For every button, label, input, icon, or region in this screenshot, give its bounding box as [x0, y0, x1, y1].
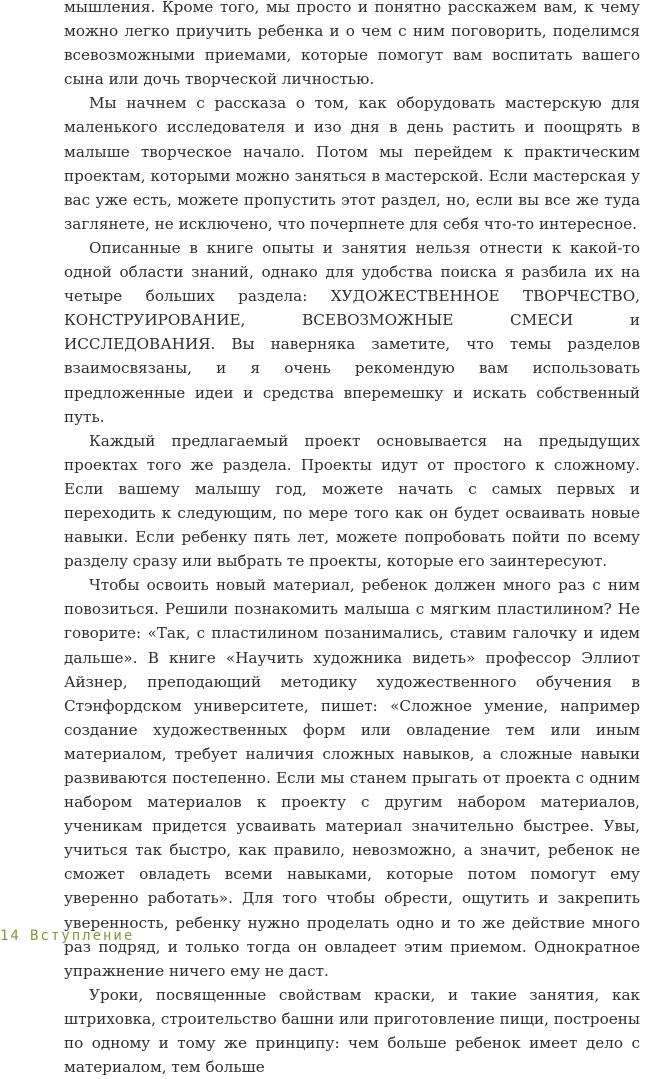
paragraph-sections: Описанные в книге опыты и занятия нельзя отнести к какой-то одной области знаний, однако для удобства поиска я разбила их на четыре больших раздела: ХУДОЖЕСТВЕННОЕ ТВОРЧЕСТВО, КОНСТРУИРОВАНИЕ, ВСЕВОЗМОЖНЫЕ СМЕСИ и ИССЛЕДОВАНИЯ. Вы наверняка заметите, что темы разделов взаимосвязаны, и я очень рекомендую вам использовать предложенные идеи и средства вперемешку и искать собственный путь.	[64, 238, 640, 426]
paragraph-workshop: Мы начнем с рассказа о том, как оборудовать мастерскую для маленького исследователя и изо дня в день растить и поощрять в малыше творческое начало. Потом мы перейдем к практическим проектам, которыми можно заняться в мастерской. Если мастерская у вас уже есть, можете пропустить этот раздел, но, если вы все же туда заглянете, не исключено, что почерпнете для себя что-то интересное.	[64, 94, 640, 233]
body-text	[64, 0, 640, 1079]
paragraph-lessons: Уроки, посвященные свойствам краски, и такие занятия, как штриховка, строительство башни или приготовление пищи, построены по одному и тому же принципу: чем больше ребенок имеет дело с материалом, тем больше	[64, 985, 640, 1077]
section-title: Вступление	[30, 928, 135, 944]
page-footer	[0, 928, 134, 944]
page-number: 14	[0, 928, 21, 944]
paragraph-material: Чтобы освоить новый материал, ребенок должен много раз с ним повозиться. Решили познакомить малыша с мягким пластилином? Не говорите: «Так, с пластилином позанимались, ставим галочку и идем дальше». В книге «Научить художника видеть» профессор Эллиот Айзнер, преподающий методику художественного обучения в Стэнфордском университете, пишет: «Сложное умение, например создание художественных форм или овладение тем или иным материалом, требует наличия сложных навыков, а сложные навыки развиваются постепенно. Если мы станем прыгать от проекта с одним набором материалов к проекту с другим набором материалов, ученикам придется усваивать материал значительно быстрее. Увы, учиться так быстро, как правило, невозможно, а значит, ребенок не сможет овладеть всеми навыками, которые потом помогут ему уверенно работать». Для того чтобы обрести, ощутить и закрепить уверенность, ребенку нужно проделать одно и то же действие много раз подряд, и только тогда он овладеет этим приемом. Однократное упражнение ничего ему не даст.	[64, 576, 640, 980]
paragraph-projects: Каждый предлагаемый проект основывается на предыдущих проектах того же раздела. Проекты идут от простого к сложному. Если вашему малышу год, можете начать с самых первых и переходить к следующим, по мере того как он будет осваивать новые навыки. Если ребенку пять лет, можете попробовать пойти по всему разделу сразу или выбрать те проекты, которые его заинтересуют.	[64, 431, 640, 571]
paragraph-continued: мышления. Кроме того, мы просто и понятно расскажем вам, к чему можно легко приучить ребенка и о чем с ним поговорить, поделимся всевозможными приемами, которые помогут вам воспитать вашего сына или дочь творческой личностью.	[64, 0, 640, 89]
